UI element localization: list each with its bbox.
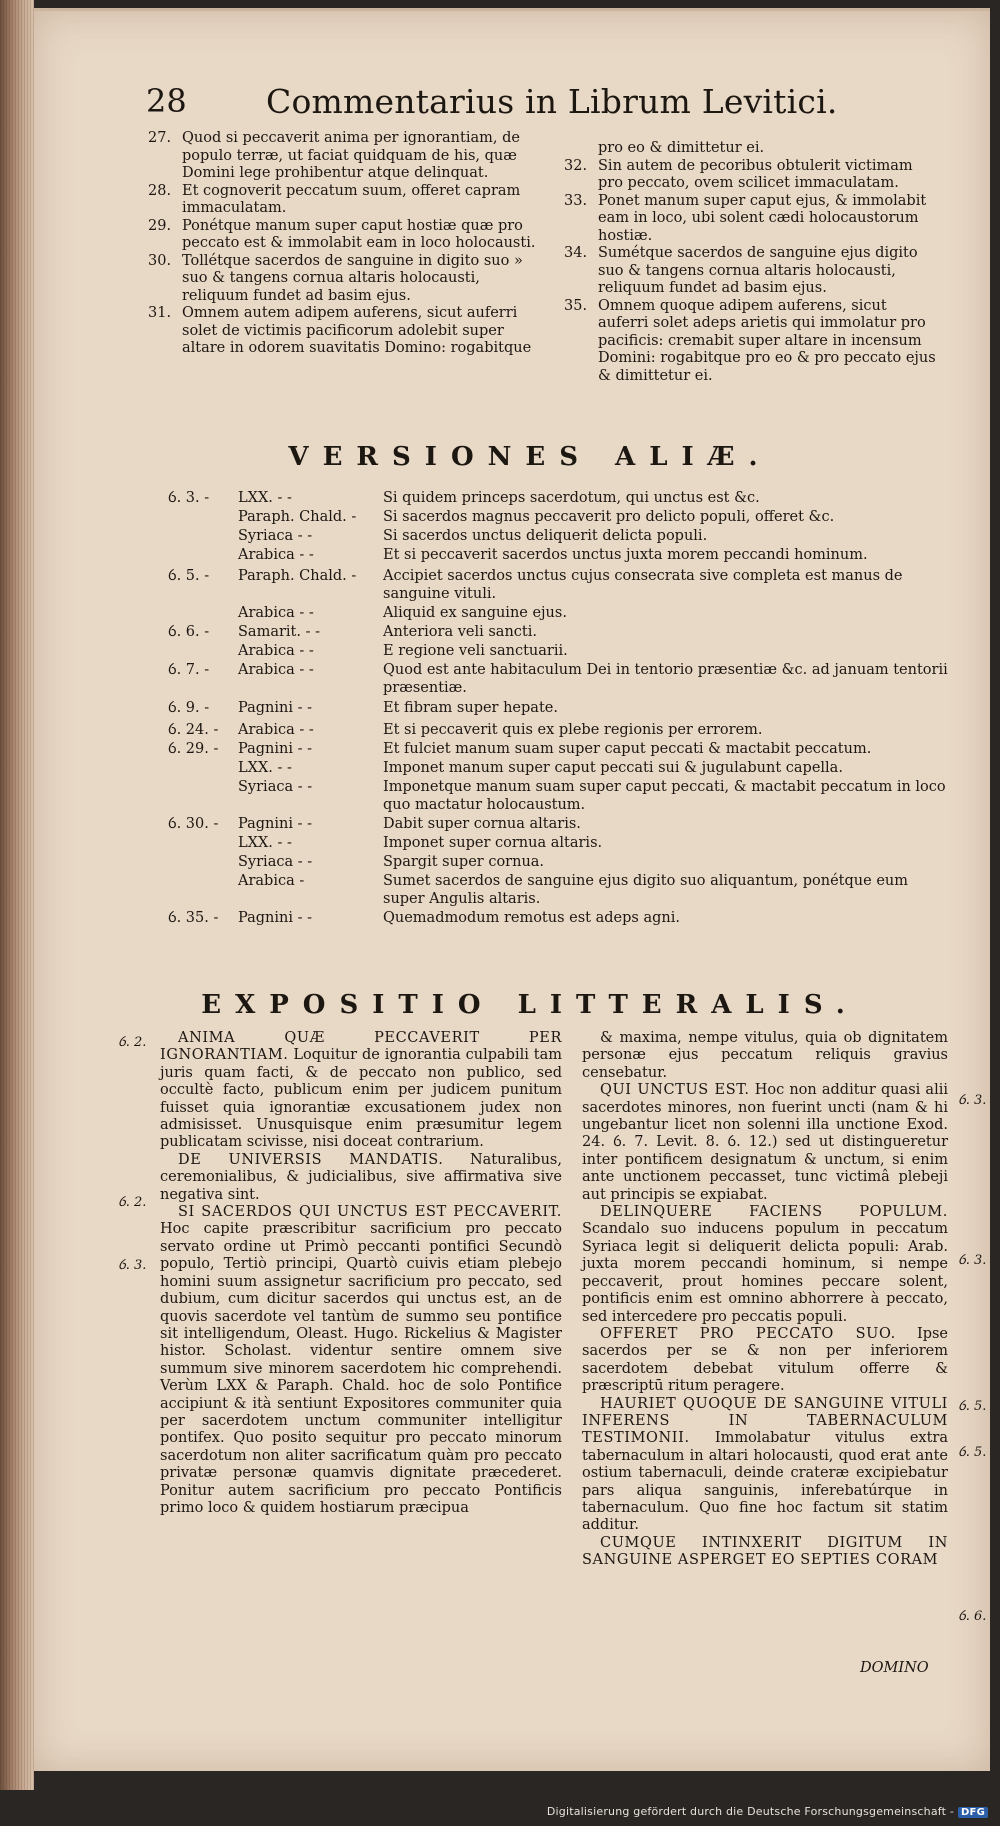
verse-text: Sin autem de pecoribus obtulerit victimam pro peccato, ovem scilicet immaculatam. [598,157,913,191]
lemma: CUMQUE INTINXERIT DIGITUM IN SANGUINE ASPERGET EO SEPTIES CORAM [582,1534,948,1569]
version-text: Aliquid ex sanguine ejus. [383,605,567,621]
commentary-paragraph [160,1204,562,1517]
version-text: Imponet super cornua altaris. [383,835,603,851]
verse-text: Et cognoverit peccatum suum, offeret capram immaculatam. [182,182,521,216]
verse-number: 29. [148,217,172,234]
verse-ref: ỽ. 9. - [168,700,210,716]
bible-verse [564,245,940,298]
lemma: HAURIET QUOQUE DE SANGUINE VITULI INFERENS IN TABERNACULUM TESTIMONII. [582,1395,948,1447]
page-number: 28 [146,82,187,120]
lemma: DELINQUERE FACIENS POPULUM. [600,1204,948,1221]
version-text: Si sacerdos unctus deliquerit delicta populi. [383,528,708,544]
lemma: QUI UNCTUS EST. [600,1082,750,1099]
version-source: Pagnini - - [238,910,313,926]
version-text: Anteriora veli sancti. [383,624,537,640]
lemma: SI SACERDOS QUI UNCTUS EST PECCAVERIT. [178,1204,562,1221]
version-source: Paraph. Chald. - [238,509,357,525]
verse-ref: ỽ. 29. - [168,741,219,757]
bible-verse [148,253,548,306]
version-source: Samarit. - - [238,624,320,640]
version-source: Syriaca - - [238,528,313,544]
verse-text: Quod si peccaverit anima per ignorantiam, de populo terræ, ut faciat quidquam de his, quæ Domini lege prohibentur atque delinquat. [182,130,520,181]
version-text: E regione veli sanctuarii. [383,643,568,659]
bible-verse [148,305,548,358]
version-text: Quod est ante habitaculum Dei in tentorio præsentiæ &c. ad januam tentorii præsentiæ. [383,662,948,696]
version-source: LXX. - - [238,835,292,851]
bible-verse [564,193,940,246]
version-text: Spargit super cornua. [383,854,545,870]
margin-verse-ref: ỽ. 5. [958,1399,987,1414]
verse-text: Ponétque manum super caput hostiæ quæ pro peccato est & immolabit eam in loco holocausti. [182,217,536,251]
commentary-paragraph [582,1204,948,1326]
margin-verse-ref: ỽ. 3. [118,1258,147,1273]
lemma: ANIMA QUÆ PECCAVERIT PER IGNORANTIAM. [160,1030,562,1064]
verse-number: 31. [148,305,172,321]
version-source: Arabica - - [238,662,314,678]
version-source: Arabica - - [238,605,314,621]
bible-verse [564,158,940,193]
verse-text: Omnem quoque adipem auferens, sicut auferri solet adeps arietis qui immolatur pro pacificis: cremabit super altare in incensum Domini: rogabitque pro eo & pro peccato ejus & dimittetur ei. [598,297,936,384]
catchword: DOMINO [860,1660,929,1676]
margin-verse-ref: ỽ. 2. [118,1195,147,1210]
bible-text-left [148,130,548,358]
verse-number: 35. [564,297,588,314]
bible-verse [148,130,548,183]
verse-ref: ỽ. 6. - [168,624,210,640]
version-source: Pagnini - - [238,741,313,757]
commentary-paragraph [582,1030,948,1082]
version-text: Sumet sacerdos de sanguine ejus digito suo aliquantum, ponétque eum super Angulis altaris. [383,873,908,907]
commentary-text: Loquitur de ignorantia culpabili tam juris quam facti, & de peccato non publico, sed occultè facto, publicum enim per judicem punitum fuisset quia ignorantiæ excusationem judex non admisisset. Unusquisque enim præsumitur legem publicatam scivisse, nisi doceat contrarium. [160,1047,562,1151]
version-source: LXX. - - [238,760,292,776]
margin-verse-ref: ỽ. 3. [958,1253,987,1268]
verse-number: 27. [148,130,172,146]
margin-verse-ref: ỽ. 6. [958,1609,987,1624]
version-source: Syriaca - - [238,854,313,870]
bible-verse [148,183,548,218]
version-source: Arabica - - [238,722,314,738]
verse-text: Tollétque sacerdos de sanguine in digito suo » suo & tangens cornua altaris holocausti, reliquum fundet ad basim ejus. [182,252,523,304]
verse-ref: ỽ. 35. - [168,910,219,926]
version-source: Arabica - - [238,547,314,563]
expositio-right-col [582,1030,948,1570]
verse-number: 34. [564,245,588,261]
version-source: Syriaca - - [238,779,313,795]
verse-number: 33. [564,192,588,209]
version-source: Pagnini - - [238,816,313,832]
verse-ref: ỽ. 24. - [168,722,219,738]
verse-number: 28. [148,182,172,199]
verse-text: Ponet manum super caput ejus, & immolabit eam in loco, ubi solent cædi holocaustorum hostiæ. [598,192,927,244]
commentary-paragraph [582,1326,948,1396]
commentary-text: & maxima, nempe vitulus, quia ob dignitatem personæ ejus peccatum reliquis gravius censebatur. [582,1030,948,1081]
book-edge [0,0,34,1790]
lemma: OFFERET PRO PECCATO SUO. [600,1325,896,1342]
margin-verse-ref: ỽ. 5. [958,1445,987,1460]
verse-text: Sumétque sacerdos de sanguine ejus digito suo & tangens cornua altaris holocausti, reliquum fundet ad basim ejus. [598,245,918,296]
version-source: LXX. - - [238,490,292,506]
commentary-text: Immolabatur vitulus extra tabernaculum in altari holocausti, quod erat ante ostium tabernaculi, deinde crateræ excipiebatur pars aliqua sanguinis, inferebatúrque in tabernaculum. Quo fine hoc factum sit statim additur. [582,1430,948,1534]
version-source: Pagnini - - [238,700,313,716]
verse-number: 30. [148,252,172,269]
version-text: Accipiet sacerdos unctus cujus consecrata sive completa est manus de sanguine vituli. [383,568,903,602]
version-text: Dabit super cornua altaris. [383,816,581,832]
lemma: DE UNIVERSIS MANDATIS. [178,1151,444,1168]
version-text: Si sacerdos magnus peccaverit pro delicto populi, offeret &c. [383,509,835,525]
running-title: Commentarius in Librum Levitici. [266,82,838,121]
version-text: Imponet manum super caput peccati sui & jugulabunt capella. [383,760,843,776]
version-text: Et fulciet manum suam super caput peccati & mactabit peccatum. [383,741,872,757]
bible-verse [564,298,940,386]
version-source: Paraph. Chald. - [238,568,357,584]
commentary-text: Hoc capite præscribitur sacrificium pro peccato servato ordine ut Primò peccanti pontifici Secundò populo, Tertiò principi, Quartò cuivis etiam plebejo homini suum assignetur sacrificium pro peccato, sed dubium, cum dicitur sacerdos qui unctus est, an de quovis sacerdote vel tantùm de summo seu pontifice sit intelligendum, Oleast. Hugo. Rickelius & Magister histor. Scholast. videntur sentire omnem sive summum sive minorem sacerdotem hic comprehendi. Verùm LXX & Paraph. Chald. hoc de solo Pontifice accipiunt & ità sentiunt Expositores communiter quia per sacerdotem unctum communiter intelligitur pontifex. Quo posito sequitur pro peccato minorum sacerdotum non aliter sacrificatum quàm pro peccato privatæ personæ quamvis dignitate præcederet. Ponitur autem sacrificium pro peccato Pontificis primo loco & quidem hostiarum præcipua [160,1221,562,1516]
margin-verse-ref: ỽ. 3. [958,1093,987,1108]
commentary-paragraph [160,1030,562,1152]
credit-text: Digitalisierung gefördert durch die Deutsche Forschungsgemeinschaft - [546,1805,955,1818]
verse-number: 32. [564,157,588,174]
verse-ref: ỽ. 3. - [168,490,210,506]
commentary-paragraph [582,1396,948,1535]
verse-ref: ỽ. 7. - [168,662,210,678]
version-text: Quemadmodum remotus est adeps agni. [383,910,680,926]
version-text: Et fibram super hepate. [383,700,558,716]
commentary-text: Ipse sacerdos per se & non per inferiorem sacerdotem debebat vitulum offerre & præscriptū ritum peragere. [582,1325,948,1395]
version-text: Et si peccaverit sacerdos unctus juxta morem peccandi hominum. [383,547,868,563]
commentary-paragraph [582,1082,948,1204]
verse-text: Omnem autem adipem auferens, sicut auferri solet de victimis pacificorum adolebit super altare in odorem suavitatis Domino: rogabitque [182,305,532,356]
dfg-logo: DFG [958,1807,988,1818]
bible-verse [148,218,548,253]
verse-text: pro eo & dimittetur ei. [598,140,765,156]
margin-verse-ref: ỽ. 2. [118,1035,147,1050]
bible-verse [564,140,940,158]
version-text: Si quidem princeps sacerdotum, qui unctus est &c. [383,490,760,506]
commentary-text: Hoc non additur quasi alii sacerdotes minores, non fuerint uncti (nam & hi ungebantur licet non solenni illa unctione Exod. 24. ỽ. 7. Levit. 8. ỽ. 12.) sed ut distingueretur inter pontificem designatum & unctum, si enim ante unctionem peccasset, tunc victimâ plebeji aut principis se expiabat. [582,1082,948,1203]
version-text: Imponetque manum suam super caput peccati, & mactabit peccatum in loco quo mactatur holocaustum. [383,779,946,813]
expositio-left-col [160,1030,562,1517]
verse-ref: ỽ. 30. - [168,816,219,832]
commentary-paragraph [160,1152,562,1204]
commentary-paragraph [582,1535,948,1570]
commentary-text: Naturalibus, ceremonialibus, & judicialibus, sive affirmativa sive negativa sint. [160,1151,562,1203]
digitization-credit [547,1805,988,1818]
versiones-title: VERSIONES ALIÆ. [288,442,772,472]
commentary-text: Scandalo suo inducens populum in peccatum Syriaca legit si deliquerit delicta populi: Arab. juxta morem peccandi hominum, si nempe peccaverit, prout homines peccare solent, pontificis enim est omnino abhorrere à peccato, sed intercedere pro peccatis populi. [582,1221,948,1325]
version-source: Arabica - - [238,643,314,659]
version-source: Arabica - [238,873,305,889]
page-header [146,82,946,130]
expositio-title: EXPOSITIO LITTERALIS. [201,990,859,1020]
version-text: Et si peccaverit quis ex plebe regionis per errorem. [383,722,763,738]
bible-text-right [564,140,940,385]
verse-ref: ỽ. 5. - [168,568,210,584]
